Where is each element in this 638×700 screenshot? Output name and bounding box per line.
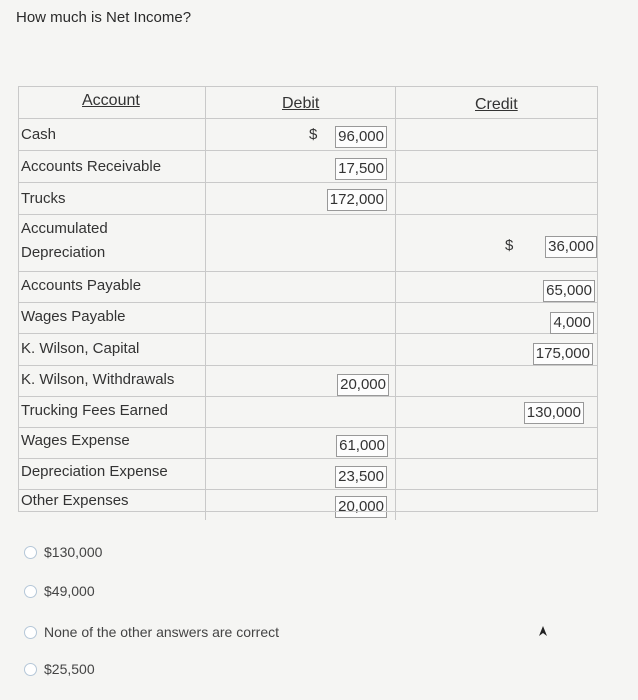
answer-option-label: $130,000 bbox=[44, 544, 103, 560]
debit-amount: 23,500 bbox=[335, 466, 387, 488]
account-name-line1: Accumulated bbox=[21, 220, 108, 237]
radio-button[interactable] bbox=[24, 663, 37, 676]
account-column-header: Account bbox=[82, 92, 140, 109]
dollar-sign: $ bbox=[309, 126, 318, 143]
debit-amount: 20,000 bbox=[335, 496, 387, 518]
debit-amount: 96,000 bbox=[335, 126, 387, 148]
credit-column-header: Credit bbox=[475, 96, 518, 113]
account-name: Accounts Receivable bbox=[21, 158, 162, 175]
radio-button[interactable] bbox=[24, 546, 37, 559]
table-row bbox=[18, 183, 598, 215]
question-text: How much is Net Income? bbox=[16, 9, 192, 26]
radio-button[interactable] bbox=[24, 585, 37, 598]
table-row bbox=[18, 366, 598, 397]
debit-column-header: Debit bbox=[282, 95, 320, 112]
table-row bbox=[18, 334, 598, 366]
answer-option-label: $49,000 bbox=[44, 583, 95, 599]
mouse-cursor-icon bbox=[537, 625, 549, 637]
account-name: Cash bbox=[21, 126, 57, 143]
account-name: Accounts Payable bbox=[21, 277, 142, 294]
table-row bbox=[18, 151, 598, 183]
table-row bbox=[18, 272, 598, 303]
trial-balance-table bbox=[18, 86, 598, 520]
table-row bbox=[18, 459, 598, 490]
answer-option-none-correct[interactable] bbox=[24, 624, 279, 640]
credit-amount: 130,000 bbox=[524, 402, 584, 424]
table-row bbox=[18, 397, 598, 428]
credit-amount: 175,000 bbox=[533, 343, 593, 365]
debit-amount: 61,000 bbox=[336, 435, 388, 457]
account-name: Trucking Fees Earned bbox=[21, 402, 169, 419]
account-name: K. Wilson, Withdrawals bbox=[21, 371, 175, 388]
dollar-sign: $ bbox=[505, 237, 514, 254]
credit-amount: 36,000 bbox=[545, 236, 597, 258]
account-name-line2: Depreciation bbox=[21, 244, 106, 261]
account-name: Wages Payable bbox=[21, 308, 126, 325]
table-row bbox=[18, 119, 598, 151]
account-name: Trucks bbox=[21, 190, 66, 207]
answer-option-label: $25,500 bbox=[44, 661, 95, 677]
table-row bbox=[18, 490, 598, 520]
account-name: K. Wilson, Capital bbox=[21, 340, 140, 357]
account-name: Depreciation Expense bbox=[21, 463, 168, 480]
account-name: Wages Expense bbox=[21, 432, 130, 449]
answer-option-49000[interactable] bbox=[24, 583, 95, 599]
debit-amount: 17,500 bbox=[335, 158, 387, 180]
radio-button[interactable] bbox=[24, 626, 37, 639]
credit-amount: 4,000 bbox=[550, 312, 594, 334]
debit-amount: 20,000 bbox=[337, 374, 389, 396]
credit-amount: 65,000 bbox=[543, 280, 595, 302]
debit-amount: 172,000 bbox=[327, 189, 387, 211]
table-header-row bbox=[18, 86, 598, 119]
answer-option-label: None of the other answers are correct bbox=[44, 624, 280, 640]
account-name: Other Expenses bbox=[21, 492, 129, 509]
table-row bbox=[18, 215, 598, 272]
answer-option-130000[interactable] bbox=[24, 544, 102, 560]
table-row bbox=[18, 303, 598, 334]
answer-option-25500[interactable] bbox=[24, 661, 95, 677]
table-row bbox=[18, 428, 598, 459]
